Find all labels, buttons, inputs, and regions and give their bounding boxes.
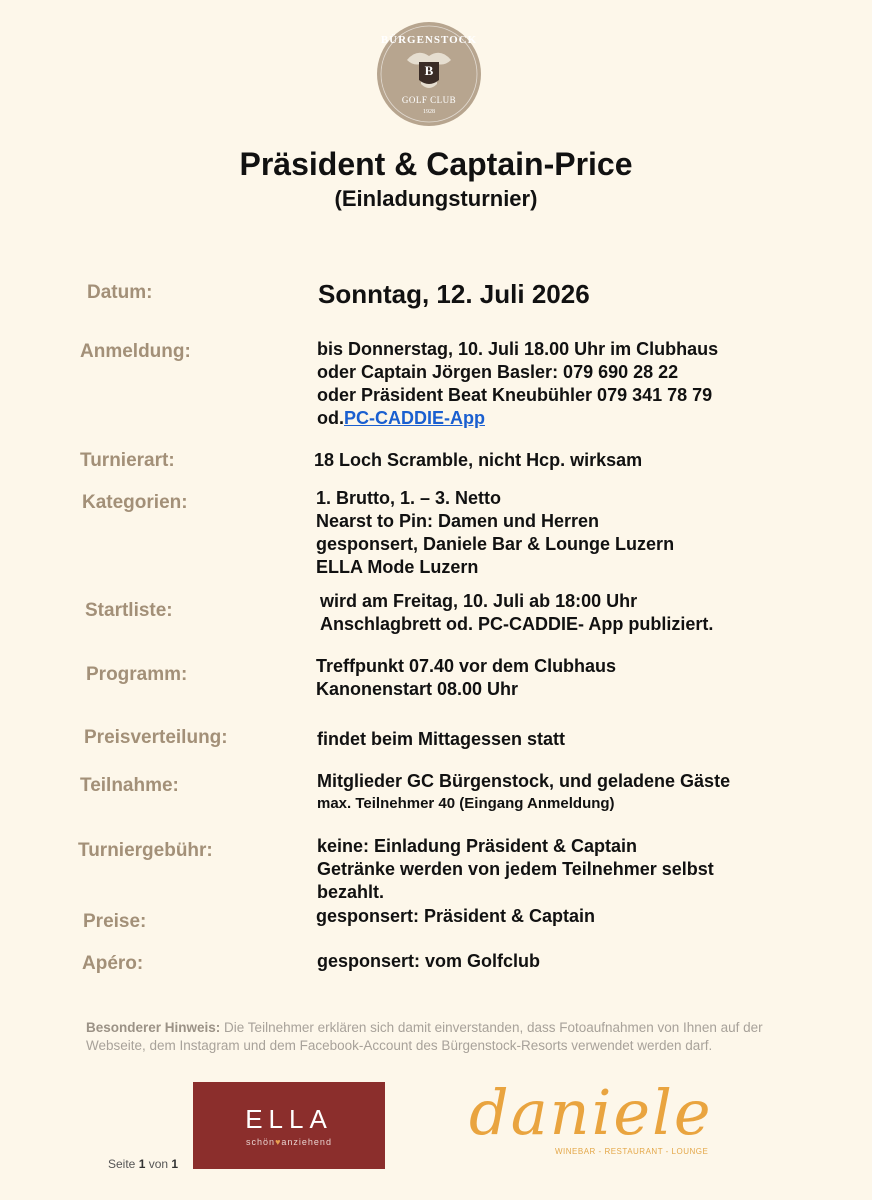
special-notice bbox=[86, 1019, 806, 1055]
turnierart-label: Turnierart: bbox=[80, 450, 175, 471]
ella-sponsor-logo bbox=[193, 1082, 385, 1169]
kategorien-label: Kategorien: bbox=[82, 492, 188, 513]
heart-icon: ♥ bbox=[275, 1137, 282, 1147]
golfclub-logo bbox=[377, 22, 481, 126]
pc-caddie-app-link[interactable]: PC-CADDIE-App bbox=[344, 408, 485, 428]
kategorien-line: 1. Brutto, 1. – 3. Netto bbox=[316, 488, 502, 508]
teilnahme-note: max. Teilnehmer 40 (Eingang Anmeldung) bbox=[317, 795, 615, 812]
turnierart-value: 18 Loch Scramble, nicht Hcp. wirksam bbox=[314, 450, 643, 470]
total-pages: 1 bbox=[171, 1157, 179, 1171]
anmeldung-prefix: od. bbox=[317, 408, 344, 428]
turniergebuehr-line: Getränke werden von jedem Teilnehmer selbst bbox=[317, 859, 714, 879]
kategorien-line: gesponsert, Daniele Bar & Lounge Luzern bbox=[316, 534, 675, 554]
page-title: Präsident & Captain-Price bbox=[239, 146, 633, 182]
kategorien-line: Nearst to Pin: Damen und Herren bbox=[316, 511, 600, 531]
page-number bbox=[108, 1157, 178, 1171]
turniergebuehr-value bbox=[317, 835, 714, 904]
programm-line: Kanonenstart 08.00 Uhr bbox=[316, 679, 519, 699]
preise-label: Preise: bbox=[83, 911, 147, 932]
teilnahme-label: Teilnahme: bbox=[80, 775, 179, 796]
preisverteilung-label: Preisverteilung: bbox=[84, 727, 228, 748]
anmeldung-line: oder Präsident Beat Kneubühler 079 341 78 79 bbox=[317, 385, 713, 405]
current-page: 1 bbox=[138, 1157, 146, 1171]
startliste-value bbox=[320, 590, 713, 636]
page-subtitle: (Einladungsturnier) bbox=[334, 186, 538, 211]
anmeldung-line: oder Captain Jörgen Basler: 079 690 28 22 bbox=[317, 362, 679, 382]
notice-heading: Besonderer Hinweis: bbox=[86, 1020, 221, 1035]
datum-label: Datum: bbox=[87, 282, 153, 303]
preise-value: gesponsert: Präsident & Captain bbox=[316, 906, 596, 926]
programm-label: Programm: bbox=[86, 664, 188, 685]
anmeldung-label: Anmeldung: bbox=[80, 341, 191, 362]
page-prefix: Seite bbox=[108, 1157, 139, 1171]
kategorien-line: ELLA Mode Luzern bbox=[316, 557, 479, 577]
turniergebuehr-label: Turniergebühr: bbox=[78, 840, 213, 861]
logo-year: 1928 bbox=[423, 109, 435, 115]
kategorien-value bbox=[316, 487, 674, 579]
notice-text: Die Teilnehmer erklären sich damit einverstanden, dass Fotoaufnahmen von Ihnen auf der Webseite, dem Instagram und dem Facebook-Account des Bürgenstock-Resorts verwendet werden darf. bbox=[86, 1020, 763, 1053]
ella-name: ELLA bbox=[245, 1104, 333, 1134]
apero-label: Apéro: bbox=[82, 953, 144, 974]
logo-bottom-text: GOLF CLUB bbox=[401, 95, 457, 105]
turniergebuehr-line: bezahlt. bbox=[317, 882, 385, 902]
datum-value: Sonntag, 12. Juli 2026 bbox=[318, 279, 590, 309]
logo-top-text: BÜRGENSTOCK bbox=[380, 34, 478, 46]
teilnahme-line: Mitglieder GC Bürgenstock, und geladene Gäste bbox=[317, 771, 731, 791]
startliste-line: wird am Freitag, 10. Juli ab 18:00 Uhr bbox=[320, 591, 638, 611]
startliste-line: Anschlagbrett od. PC-CADDIE- App publiziert. bbox=[320, 614, 714, 634]
anmeldung-value bbox=[317, 338, 718, 430]
ella-tagline-left: schön bbox=[246, 1137, 276, 1147]
apero-value: gesponsert: vom Golfclub bbox=[317, 951, 541, 971]
daniele-tagline: WINEBAR - RESTAURANT - LOUNGE bbox=[555, 1147, 709, 1156]
page-of: von bbox=[145, 1157, 172, 1171]
anmeldung-line-app bbox=[317, 407, 718, 430]
preisverteilung-value: findet beim Mittagessen statt bbox=[317, 729, 566, 749]
anmeldung-line: bis Donnerstag, 10. Juli 18.00 Uhr im Clubhaus bbox=[317, 339, 719, 359]
turniergebuehr-line: keine: Einladung Präsident & Captain bbox=[317, 836, 638, 856]
teilnahme-value bbox=[317, 770, 730, 814]
startliste-label: Startliste: bbox=[85, 600, 173, 621]
programm-value bbox=[316, 655, 616, 701]
daniele-name: daniele bbox=[469, 1076, 713, 1149]
programm-line: Treffpunkt 07.40 vor dem Clubhaus bbox=[316, 656, 617, 676]
ella-tagline bbox=[193, 1137, 385, 1147]
logo-letter: B bbox=[424, 63, 434, 78]
ella-tagline-right: anziehend bbox=[281, 1137, 332, 1147]
